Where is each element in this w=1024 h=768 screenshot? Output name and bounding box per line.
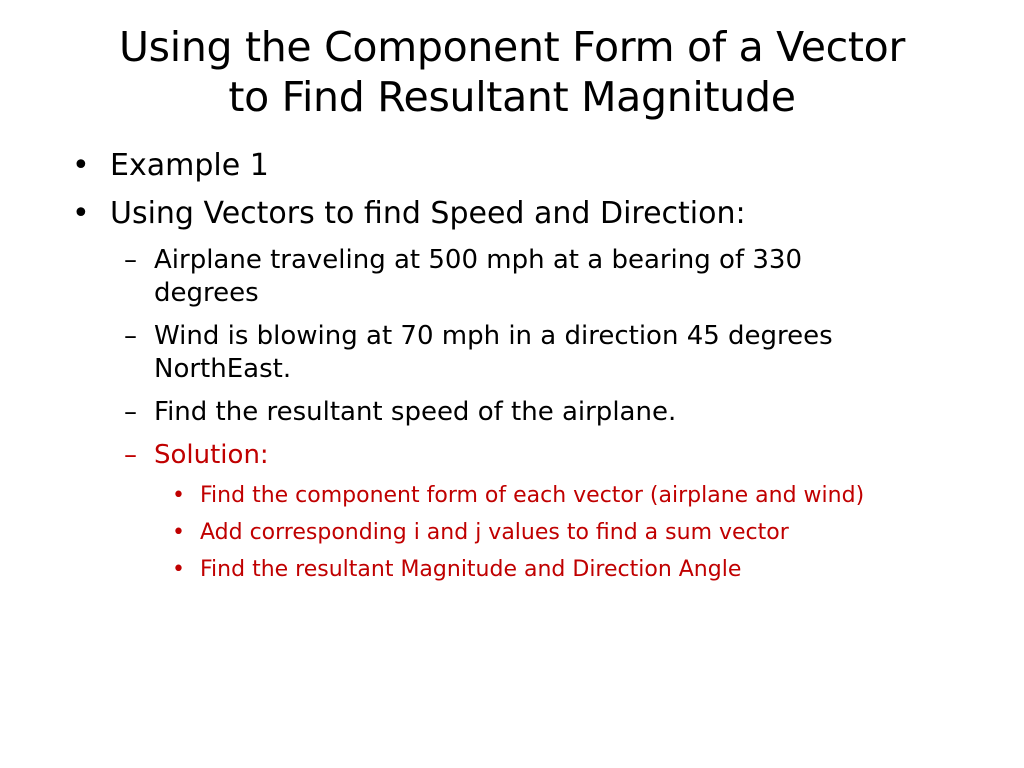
slide-title-line-1: Using the Component Form of a Vector <box>118 23 906 71</box>
sub-item-line: NorthEast. <box>154 354 292 384</box>
sub-item-airplane <box>72 244 992 310</box>
dash-marker: – <box>124 440 137 470</box>
bullet-marker: • <box>72 196 90 231</box>
bullet-marker: • <box>172 557 185 582</box>
slide-title <box>30 22 994 122</box>
bullet-marker: • <box>172 483 185 508</box>
dash-marker: – <box>124 245 137 275</box>
sub-item-text <box>154 244 992 310</box>
sub-item-line: degrees <box>154 278 259 308</box>
sub-item-text <box>154 439 992 472</box>
sub-item-line: Airplane traveling at 500 mph at a bearing of 330 <box>154 245 802 275</box>
sub-item-find-speed <box>72 396 992 429</box>
bullet-list <box>72 148 992 232</box>
solution-step <box>72 519 992 547</box>
sub-item-text <box>154 320 992 386</box>
solution-steps-list <box>72 482 992 584</box>
sub-item-text <box>154 396 992 429</box>
sub-item-line: Solution: <box>154 440 269 470</box>
solution-step-text: Add corresponding i and j values to find a sum vector <box>200 520 789 545</box>
sub-item-line: Wind is blowing at 70 mph in a direction 45 degrees <box>154 321 833 351</box>
bullet-text: Using Vectors to find Speed and Direction: <box>110 196 746 231</box>
solution-step <box>72 482 992 510</box>
slide-body <box>72 148 992 593</box>
solution-step-text: Find the resultant Magnitude and Direction Angle <box>200 557 742 582</box>
bullet-item-using-vectors <box>72 196 992 232</box>
sub-item-line: Find the resultant speed of the airplane. <box>154 397 677 427</box>
sub-bullet-list <box>72 244 992 472</box>
bullet-marker: • <box>72 148 90 183</box>
bullet-text: Example 1 <box>110 148 269 183</box>
bullet-item-example <box>72 148 992 184</box>
solution-step <box>72 556 992 584</box>
sub-item-wind <box>72 320 992 386</box>
dash-marker: – <box>124 321 137 351</box>
slide-title-line-2: to Find Resultant Magnitude <box>228 73 796 121</box>
solution-step-text: Find the component form of each vector (airplane and wind) <box>200 483 865 508</box>
sub-item-solution <box>72 439 992 472</box>
bullet-marker: • <box>172 520 185 545</box>
dash-marker: – <box>124 397 137 427</box>
